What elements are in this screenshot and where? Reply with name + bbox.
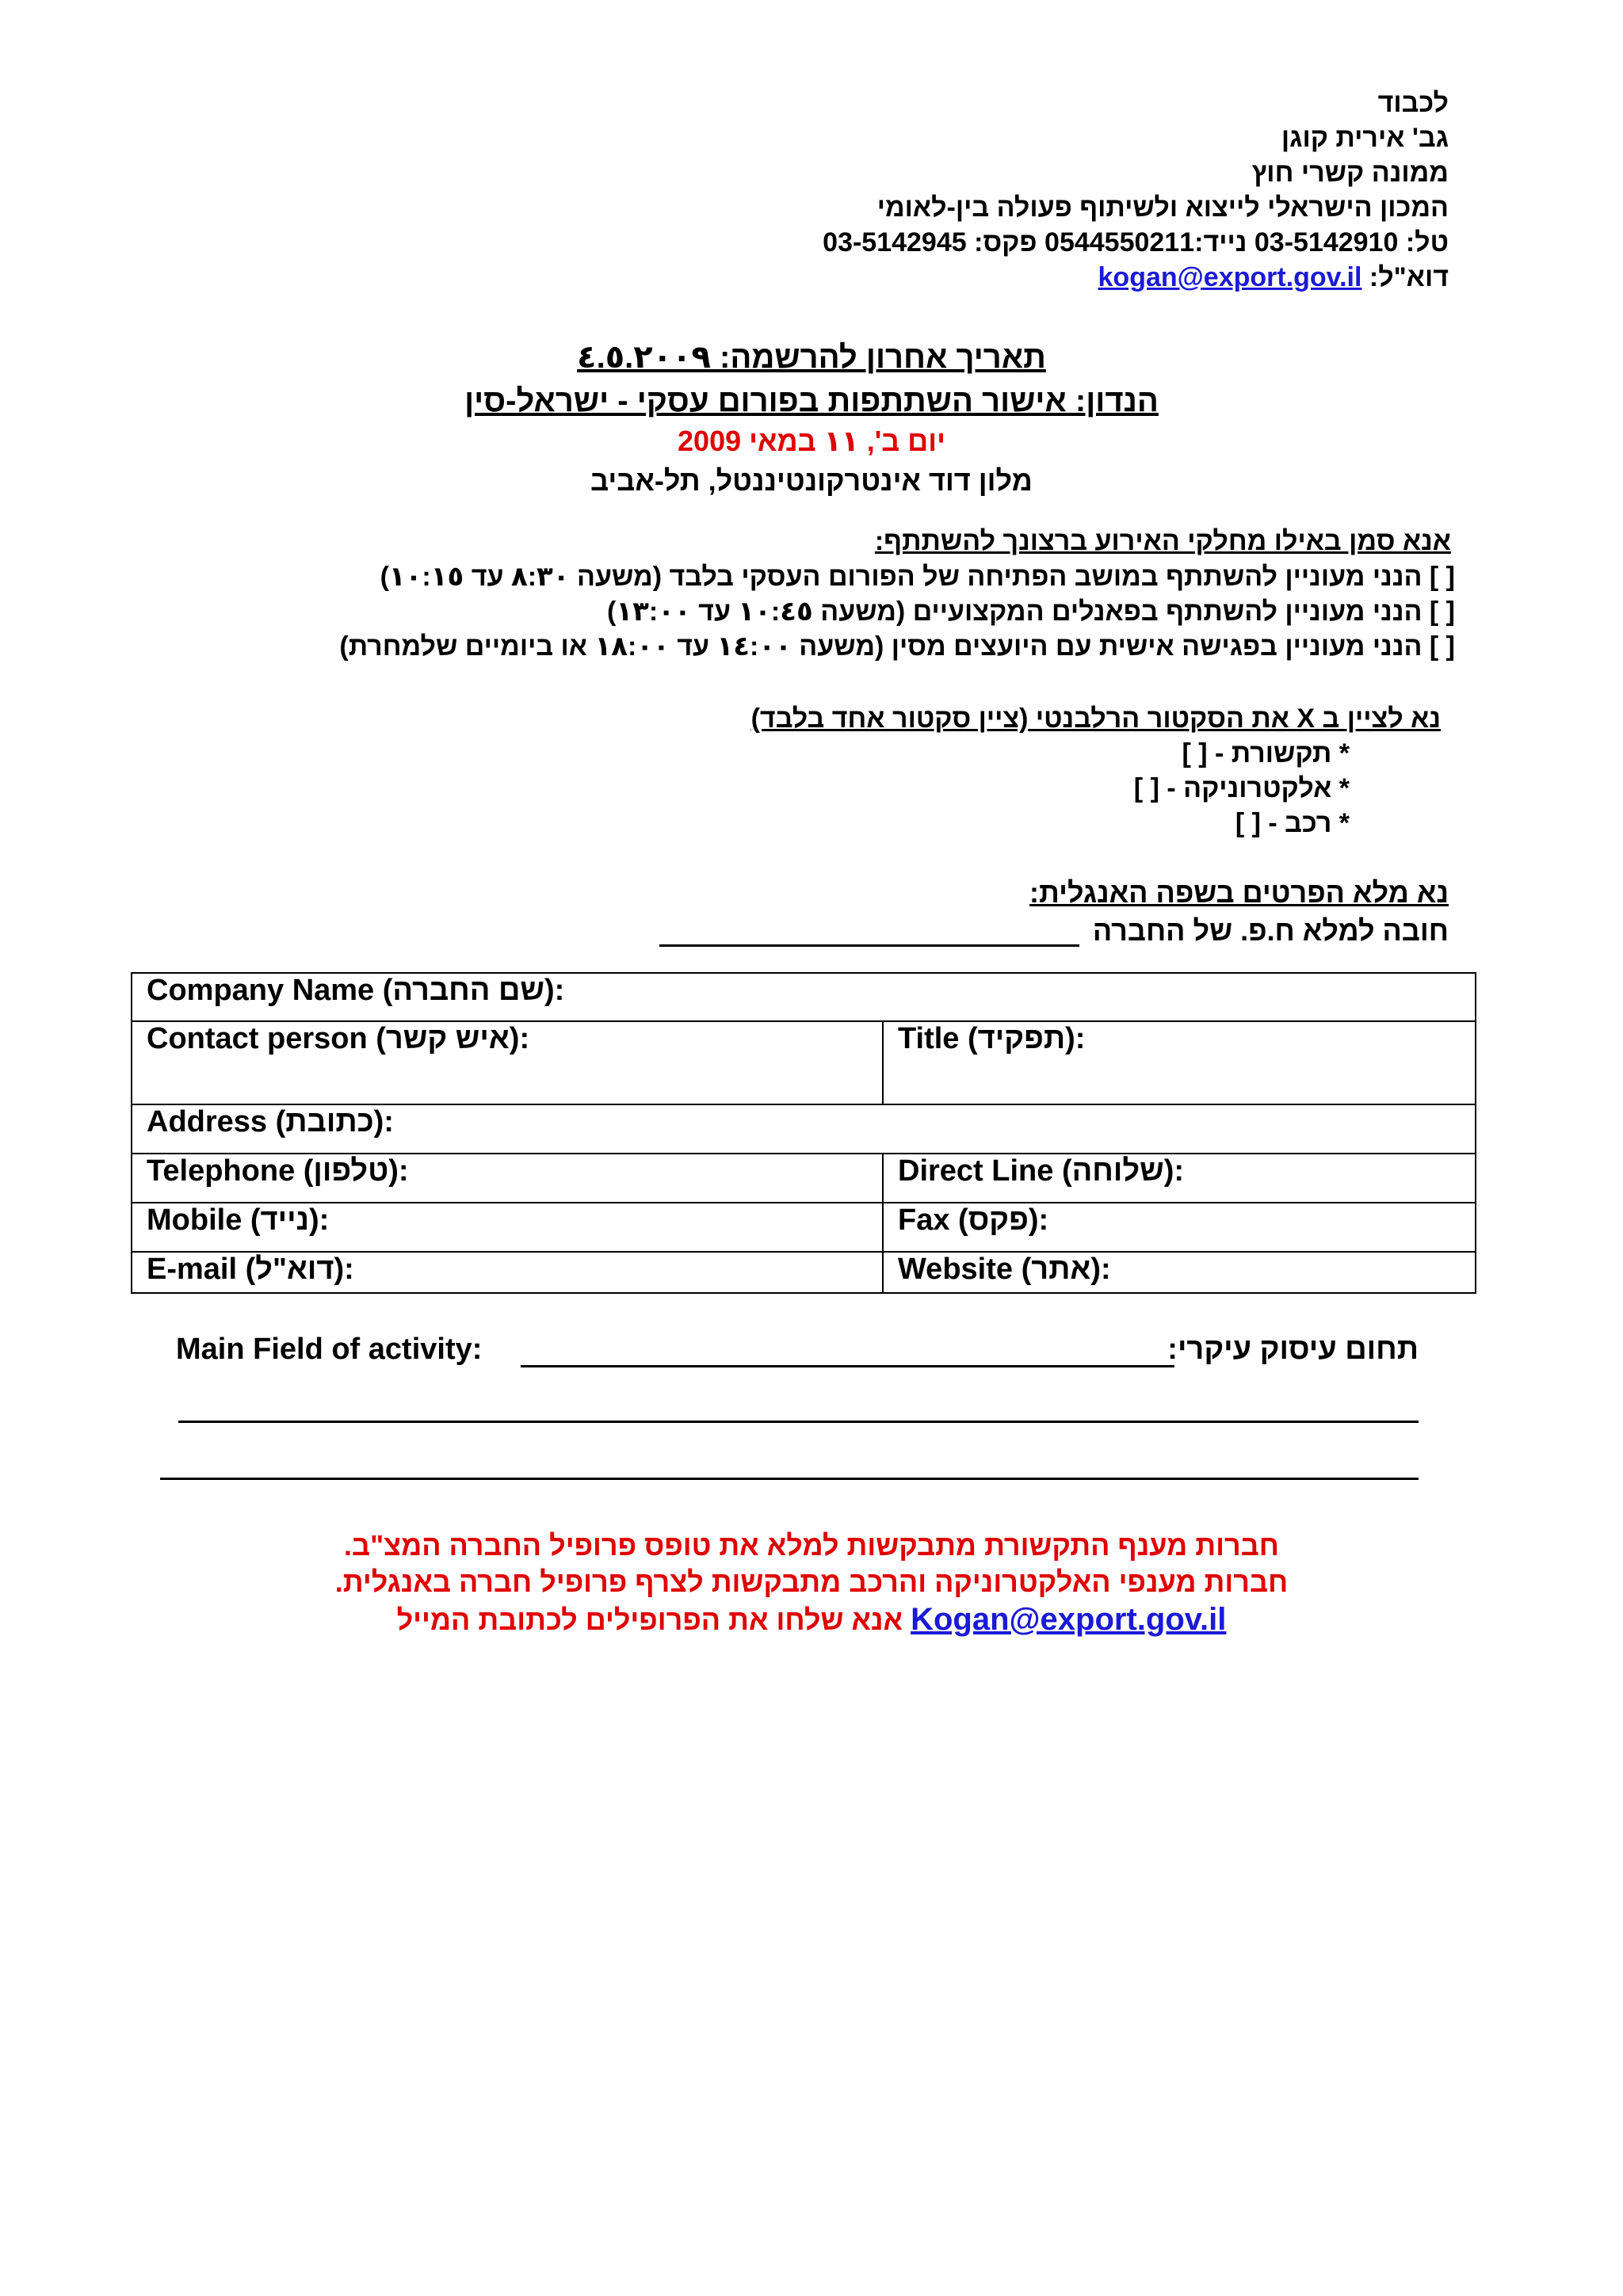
company-details-form bbox=[131, 972, 1476, 1294]
email-link[interactable]: kogan@export.gov.il bbox=[1098, 262, 1362, 292]
email-label: דוא"ל: bbox=[1361, 262, 1449, 292]
event-date: יום ב', ١١ במאי 2009 bbox=[678, 425, 945, 457]
email-field[interactable]: E-mail (דוא"ל): bbox=[132, 1252, 883, 1293]
addressee-email-row bbox=[1098, 260, 1449, 295]
contact-person-field[interactable]: Contact person (איש קשר): bbox=[132, 1021, 883, 1104]
sector-automotive[interactable]: * רכב - [ ] bbox=[1235, 808, 1350, 838]
title-field[interactable]: Title (תפקיד): bbox=[883, 1021, 1476, 1104]
note-send-profiles bbox=[0, 1602, 1623, 1638]
company-name-field[interactable]: Company Name (שם החברה): bbox=[132, 973, 1476, 1021]
activity-line-2[interactable] bbox=[178, 1421, 1419, 1423]
sector-heading: נא לציין ב X את הסקטור הרלבנטי (ציין סקטור אחד בלבד) bbox=[750, 704, 1441, 734]
note-communications: חברות מענף התקשורת מתבקשות למלא את טופס פרופיל החברה המצ"ב. bbox=[344, 1529, 1279, 1562]
addressee-org: המכון הישראלי לייצוא ולשיתוף פעולה בין-לאומי bbox=[876, 193, 1449, 223]
company-id-line[interactable] bbox=[659, 944, 1079, 947]
address-field[interactable]: Address (כתובת): bbox=[132, 1104, 1476, 1154]
sector-electronics[interactable]: * אלקטרוניקה - [ ] bbox=[1133, 773, 1350, 803]
participation-heading: אנא סמן באילו מחלקי האירוע ברצונך להשתתף: bbox=[874, 526, 1451, 556]
english-heading: נא מלא הפרטים בשפה האנגלית: bbox=[1029, 876, 1449, 909]
activity-label-en: Main Field of activity: bbox=[176, 1333, 483, 1366]
deadline-title: תאריך אחרון להרשמה: ٤.٥.٢٠٠٩ bbox=[577, 340, 1046, 375]
direct-line-field[interactable]: Direct Line (שלוחה): bbox=[883, 1154, 1476, 1203]
participation-option-panels[interactable]: [ ] הנני מעוניין להשתתף בפאנלים המקצועיים (משעה ١٠:٤٥ עד ١٣:٠٠) bbox=[607, 597, 1455, 627]
sector-communications[interactable]: * תקשורת - [ ] bbox=[1182, 738, 1350, 769]
note-email-link[interactable]: Kogan@export.gov.il bbox=[911, 1602, 1227, 1637]
addressee-role: ממונה קשרי חוץ bbox=[1251, 158, 1449, 188]
company-id-label: חובה למלא ח.פ. של החברה bbox=[1092, 914, 1449, 947]
note-electronics: חברות מענפי האלקטרוניקה והרכב מתבקשות לצרף פרופיל חברה באנגלית. bbox=[334, 1566, 1289, 1598]
fax-field[interactable]: Fax (פקס): bbox=[883, 1203, 1476, 1252]
addressee-phones: טל: 03-5142910 נייד:0544550211 פקס: 03-5142945 bbox=[823, 227, 1449, 257]
mobile-field[interactable]: Mobile (נייד): bbox=[132, 1203, 883, 1252]
participation-option-opening[interactable]: [ ] הנני מעוניין להשתתף במושב הפתיחה של הפורום העסקי בלבד (משעה ٨:٣٠ עד ١٠:١٥) bbox=[380, 562, 1455, 592]
addressee-to: לכבוד bbox=[1377, 88, 1449, 118]
website-field[interactable]: Website (אתר): bbox=[883, 1252, 1476, 1293]
subject-title: הנדון: אישור השתתפות בפורום עסקי - ישראל-סין bbox=[464, 383, 1159, 418]
activity-label-he: תחום עיסוק עיקרי: bbox=[1167, 1333, 1419, 1366]
participation-option-meeting[interactable]: [ ] הנני מעוניין בפגישה אישית עם היועצים מסין (משעה ١٤:٠٠ עד ١٨:٠٠ או ביומיים שלמחרת) bbox=[339, 631, 1455, 662]
activity-line-1[interactable] bbox=[521, 1365, 1174, 1367]
addressee-name: גב' אירית קוגן bbox=[1281, 123, 1449, 153]
event-venue: מלון דוד אינטרקונטיננטל, תל-אביב bbox=[590, 464, 1033, 497]
note-send-text: אנא שלחו את הפרופילים לכתובת המייל bbox=[396, 1604, 911, 1636]
telephone-field[interactable]: Telephone (טלפון): bbox=[132, 1154, 883, 1203]
activity-line-3[interactable] bbox=[160, 1478, 1419, 1480]
